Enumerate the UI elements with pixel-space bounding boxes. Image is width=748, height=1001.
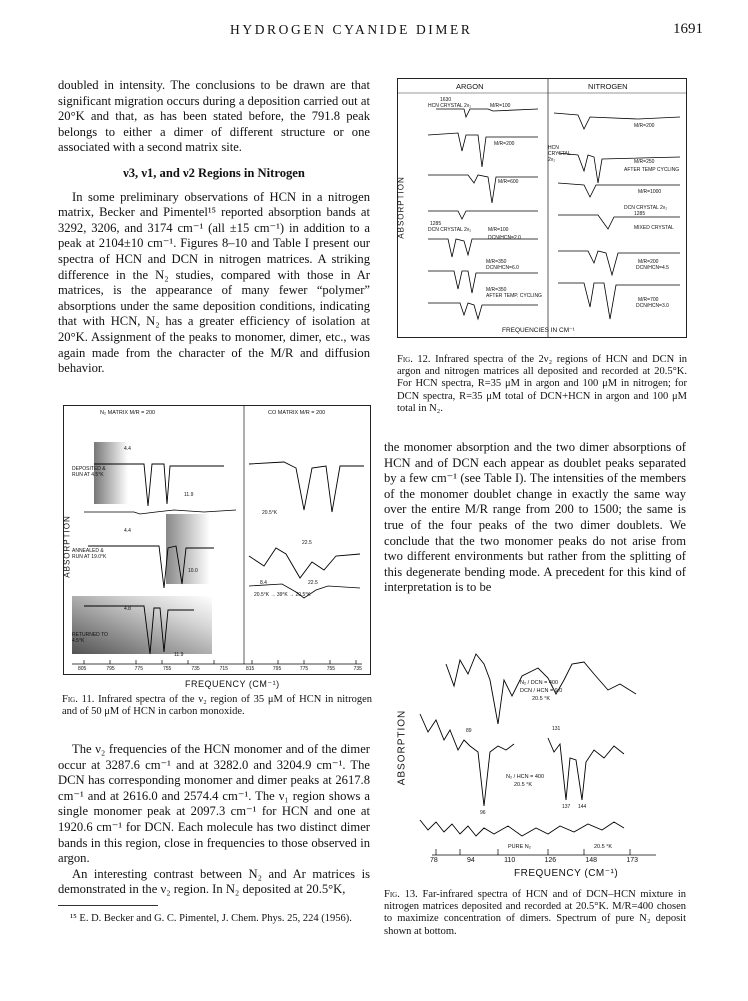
tick-label: 715 <box>219 666 228 672</box>
tick-label: 755 <box>326 666 336 672</box>
tick-labels <box>430 857 638 864</box>
spectrum-label: M/R=350 <box>486 259 507 265</box>
spectrum-label: 1285 <box>634 211 646 217</box>
figure-12-caption <box>397 354 687 415</box>
panel-label-argon: ARGON <box>456 82 484 91</box>
caption-label: Fig. 13. <box>384 889 418 900</box>
peak-label: 96 <box>480 810 486 816</box>
peak-label: 137 <box>562 804 571 810</box>
panel-label-n2: N₂ MATRIX M/R = 200 <box>100 410 156 416</box>
spectrum-label: DCN CRYSTAL 2ν₂ <box>428 227 472 233</box>
spectrum-label: M/R=250 <box>634 159 655 165</box>
spectrum-label: AFTER TEMP CYCLING <box>624 167 680 173</box>
tick-label: 110 <box>504 857 516 864</box>
right-column-text <box>384 440 686 596</box>
tick-labels-left <box>78 666 228 672</box>
label-deposited: DEPOSITED & RUN AT 4.5°K <box>72 466 106 478</box>
tick-labels-right <box>246 666 362 672</box>
spectrum-label: M/R=100 <box>490 103 511 109</box>
spectrum-label: M/R=350 <box>486 287 507 293</box>
width-label: 22.5 <box>308 580 318 586</box>
paragraph: the monomer absorption and the two dimer absorptions of HCN and of DCN each appear as doublet peaks separated by a few cm⁻¹ (see Table I). The intensities of the members of the monomer doublet change in exactly the same way over the entire M/R range from 200 to 1500; the same is true of the four peaks of the two dimer doublets. We conclude that the two monomer peaks do not arise from two different environments but rather from the splitting of this degenerate bending mode. A precedent for this kind of interpretation is to be <box>384 440 686 595</box>
caption-label: Fig. 11. <box>62 694 95 705</box>
width-label: 8.4 <box>260 580 267 586</box>
tick-label: 148 <box>585 857 598 864</box>
figure-13 <box>398 640 690 884</box>
spectrum-label: DCN CRYSTAL 2ν₂ <box>624 205 668 211</box>
spectrum-label: M/R=700 <box>638 297 659 303</box>
spectrum-label: DCN/HCN=4.5 <box>636 265 669 271</box>
footnote: ¹⁵ E. D. Becker and G. C. Pimentel, J. Chem. Phys. 25, 224 (1956). <box>70 913 352 924</box>
shift-label: 4.8 <box>124 606 131 612</box>
peak-label: 131 <box>552 726 561 732</box>
paragraph: The ν₂ frequencies of the HCN monomer and of the dimer occur at 3287.6 cm⁻¹ and at 3282.0 and 3204.9 cm⁻¹. The DCN has corresponding monomer and dimer peaks at 2617.8 cm⁻¹ and at 2616.0 and 2574.4 cm⁻¹. The ν₁ region shows a single monomer peak at 2097.3 cm⁻¹ for HCN and one at 1920.6 cm⁻¹ for DCN. Each molecule has two distinct dimer bands in this region, close in frequencies to those observed in argon. <box>58 742 370 866</box>
figure-13-plot <box>398 640 690 884</box>
caption-label: Fig. 12. <box>397 354 431 365</box>
section-heading: ν3, ν1, and ν2 Regions in Nitrogen <box>123 165 305 180</box>
spectrum-label: HCN CRYSTAL 2ν₂ <box>428 103 472 109</box>
paragraph: An interesting contrast between N₂ and Ar matrices is demonstrated in the ν₂ region. In N₂ deposited at 20.5°K, <box>58 866 370 897</box>
temp-label: 20.5°K <box>262 510 278 516</box>
spectrum-label: M/R=1000 <box>638 189 662 195</box>
spectrum-label: DCN/HCN=3.0 <box>636 303 669 309</box>
spectrum-label: M/R=100 <box>488 227 509 233</box>
tick-label: 735 <box>353 666 362 672</box>
tick-label: 126 <box>544 857 557 864</box>
spectrum-label: M/R=200 <box>634 123 655 129</box>
footnote-rule <box>58 905 158 906</box>
tick-label: 775 <box>299 666 309 672</box>
tick-label: 795 <box>272 666 282 672</box>
spectrum-label: M/R=200 <box>638 259 659 265</box>
shift-label: 4.4 <box>124 446 131 452</box>
spectrum-label: 1285 <box>430 221 442 227</box>
spectrum-label: M/R=600 <box>498 179 519 185</box>
tick-label: 805 <box>78 666 87 672</box>
tick-label: 735 <box>191 666 200 672</box>
width-label: 22.5 <box>302 540 312 546</box>
tick-label: 795 <box>106 666 115 672</box>
y-axis-label: ABSORPTION <box>62 515 72 578</box>
paragraph: In some preliminary observations of HCN in a nitrogen matrix, Becker and Pimentel¹⁵ reported absorption bands at 3292, 3206, and 3174 cm⁻¹ (all ±15 cm⁻¹) in addition to a peak at 2104±10 cm⁻¹. Figures 8–10 and Table I present our spectra of HCN and DCN in nitrogen matrices. A striking difference in the N₂ studies, compared with those in Ar matrices, is the appearance of many fewer “polymer” absorptions under the same deposition conditions, indicating that with HCN, N₂ has a greater efficiency of isolation at 20°K. Assignment of the peaks to monomer, dimer, etc., was again made from the character of the M/R and diffusion behavior. <box>58 189 370 376</box>
figure-11-caption <box>62 694 372 718</box>
left-column-top <box>58 78 370 377</box>
spectrum-label: 20.5 °K <box>514 782 533 788</box>
panel-label-co: CO MATRIX M/R = 200 <box>268 410 326 416</box>
spectrum-label: DCN / HCN = 9.0 <box>520 688 563 694</box>
spectrum-label: N₂ / DCN = 400 <box>520 680 559 686</box>
tick-label: 815 <box>246 666 255 672</box>
spectrum-label: 1630 <box>440 97 452 103</box>
tick-label: 94 <box>467 857 475 864</box>
caption-text: Infrared spectra of the ν₂ region of 35 μM of HCN in nitrogen and of 50 μM of HCN in carbon monoxide. <box>62 694 372 718</box>
spectrum-label: 20.5 °K <box>532 696 551 702</box>
spectrum-label: HCN CRYSTAL 2ν₂ <box>548 145 571 163</box>
x-axis-label: FREQUENCIES IN CM⁻¹ <box>502 327 575 334</box>
spectrum-label: 20.5 °K <box>594 844 613 850</box>
panel-label-nitrogen: NITROGEN <box>588 82 628 91</box>
spectrum-label: AFTER TEMP. CYCLING <box>486 293 542 299</box>
label-annealed: ANNEALED & RUN AT 19.0°K <box>72 548 107 560</box>
journal-title: HYDROGEN CYANIDE DIMER <box>230 22 473 37</box>
shift-label: 10.0 <box>188 568 198 574</box>
x-axis-label: FREQUENCY (CM⁻¹) <box>185 679 280 689</box>
figure-12 <box>397 78 687 338</box>
caption-text: Far-infrared spectra of HCN and of DCN–HCN mixture in nitrogen matrices deposited and recorded at 20.5°K. M/R=400 chosen to maximize concentration of dimers. Spectrum of pure N₂ deposit shown at bottom. <box>384 889 687 937</box>
figure-13-caption <box>384 889 686 938</box>
spectrum-label: N₂ / HCN = 400 <box>506 774 545 780</box>
spectrum-label: DCN/HCN=2.0 <box>488 235 521 241</box>
tick-label: 755 <box>162 666 172 672</box>
spectrum-label: DCN/HCN=6.0 <box>486 265 519 271</box>
running-header <box>0 22 748 42</box>
shift-label: 4.4 <box>124 528 131 534</box>
tick-label: 78 <box>430 857 438 864</box>
spectrum-label: M/R=200 <box>494 141 515 147</box>
label-returned: RETURNED TO 4.5°K <box>72 632 108 644</box>
spectrum-label: MIXED CRYSTAL <box>634 225 674 231</box>
page-number: 1691 <box>673 21 703 37</box>
tick-label: 173 <box>626 857 638 864</box>
x-axis-label: FREQUENCY (CM⁻¹) <box>514 868 619 879</box>
shift-label: 11.9 <box>174 652 184 658</box>
left-column-bottom <box>58 742 370 898</box>
y-axis-label: ABSORPTION <box>396 709 408 786</box>
shift-label: 11.9 <box>184 492 194 498</box>
y-axis-label: ABSORPTION <box>396 176 406 239</box>
peak-label: 89 <box>466 728 472 734</box>
paragraph: doubled in intensity. The conclusions to be drawn are that significant migration occurs during a deposition carried out at 20°K and that, as has been stated before, the 791.8 peak belongs to either a dimer of different structure or one associated with a second matrix site. <box>58 78 370 155</box>
caption-text: Infrared spectra of the 2ν₂ regions of HCN and DCN in argon and nitrogen matrices all deposited and recorded at 20.5°K. For HCN spectra, R=35 μM in argon and 100 μM in nitrogen; for DCN spectra, R=35 μM total of DCN+HCN in argon and 100 μM total in N₂. <box>397 354 688 414</box>
peak-label: 144 <box>578 804 587 810</box>
figure-11 <box>63 405 371 675</box>
cycle-label: 20.5°K → 39°K → 20.5°K <box>254 592 311 598</box>
spectrum-label: PURE N₂ <box>508 844 531 850</box>
tick-label: 775 <box>134 666 143 672</box>
